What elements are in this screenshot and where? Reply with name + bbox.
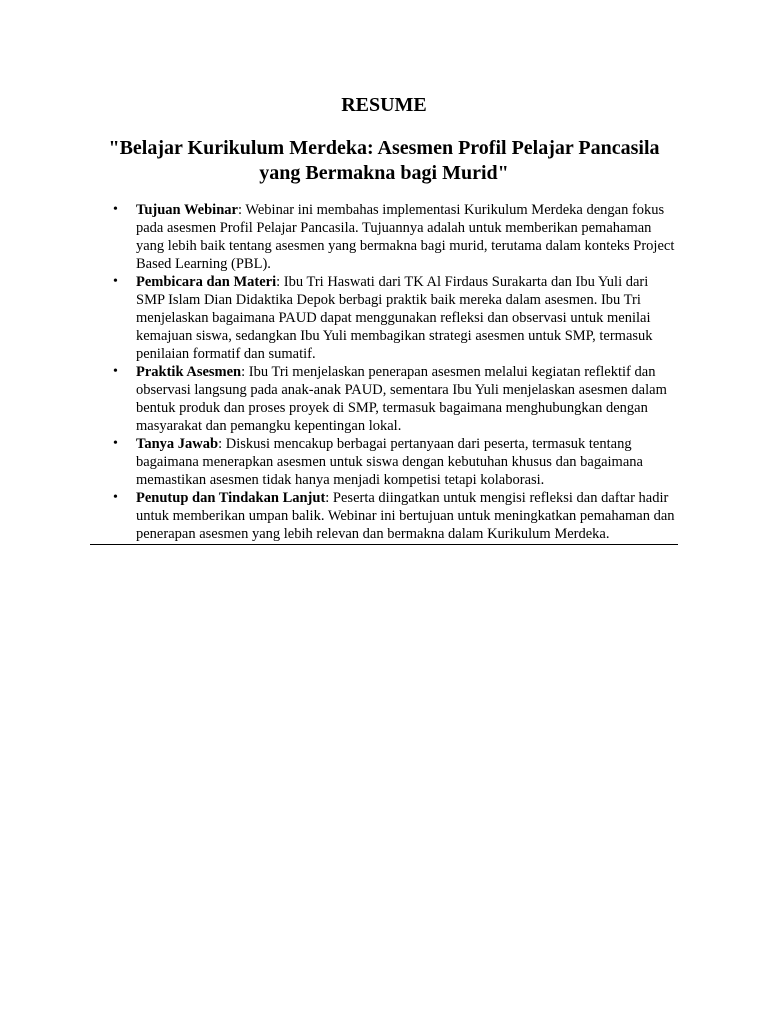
bullet-list bbox=[90, 201, 678, 543]
bullet-marker: • bbox=[113, 364, 118, 379]
resume-content bbox=[90, 201, 678, 545]
list-item bbox=[90, 363, 678, 435]
bullet-marker: • bbox=[113, 274, 118, 289]
list-item bbox=[90, 435, 678, 489]
item-text: : Ibu Tri menjelaskan penerapan asesmen melalui kegiatan reflektif dan observasi langsung pada anak-anak PAUD, sementara Ibu Yuli menjelaskan asesmen dalam bentuk produk dan proses proyek di SMP, termasuk bagaimana menghubungkan dengan masyarakat dan pemangku kepentingan lokal. bbox=[136, 364, 667, 434]
bullet-marker: • bbox=[113, 436, 118, 451]
item-term: Pembicara dan Materi bbox=[136, 274, 277, 290]
bullet-marker: • bbox=[113, 490, 118, 505]
item-text: : Ibu Tri Haswati dari TK Al Firdaus Surakarta dan Ibu Yuli dari SMP Islam Dian Didaktika Depok berbagi praktik baik mereka dalam asesmen. Ibu Tri menjelaskan bagaimana PAUD dapat menggunakan refleksi dan observasi untuk menilai kemajuan siswa, sedangkan Ibu Yuli membagikan strategi asesmen untuk SMP, termasuk penilaian formatif dan sumatif. bbox=[136, 274, 653, 362]
document-title: RESUME bbox=[341, 94, 427, 116]
item-term: Tujuan Webinar bbox=[136, 202, 238, 218]
list-item bbox=[90, 489, 678, 543]
list-item bbox=[90, 273, 678, 363]
list-item bbox=[90, 201, 678, 273]
item-text: : Peserta diingatkan untuk mengisi refleksi dan daftar hadir untuk memberikan umpan balik. Webinar ini bertujuan untuk meningkatkan pemahaman dan penerapan asesmen yang lebih relevan dan bermakna dalam Kurikulum Merdeka. bbox=[136, 490, 675, 542]
document-subtitle: "Belajar Kurikulum Merdeka: Asesmen Profil Pelajar Pancasila yang Bermakna bagi Murid" bbox=[108, 137, 660, 184]
item-term: Praktik Asesmen bbox=[136, 364, 242, 380]
item-text: : Diskusi mencakup berbagai pertanyaan dari peserta, termasuk tentang bagaimana menerapkan asesmen untuk siswa dengan kebutuhan khusus dan bagaimana memastikan asesmen tidak hanya menjadi kompetisi tetapi kolaborasi. bbox=[136, 436, 643, 488]
bullet-marker: • bbox=[113, 202, 118, 217]
item-text: : Webinar ini membahas implementasi Kurikulum Merdeka dengan fokus pada asesmen Profil Pelajar Pancasila. Tujuannya adalah untuk memberikan pemahaman yang lebih baik tentang asesmen yang bermakna bagi murid, terutama dalam konteks Project Based Learning (PBL). bbox=[136, 202, 675, 272]
item-term: Tanya Jawab bbox=[136, 436, 219, 452]
item-term: Penutup dan Tindakan Lanjut bbox=[136, 490, 326, 506]
